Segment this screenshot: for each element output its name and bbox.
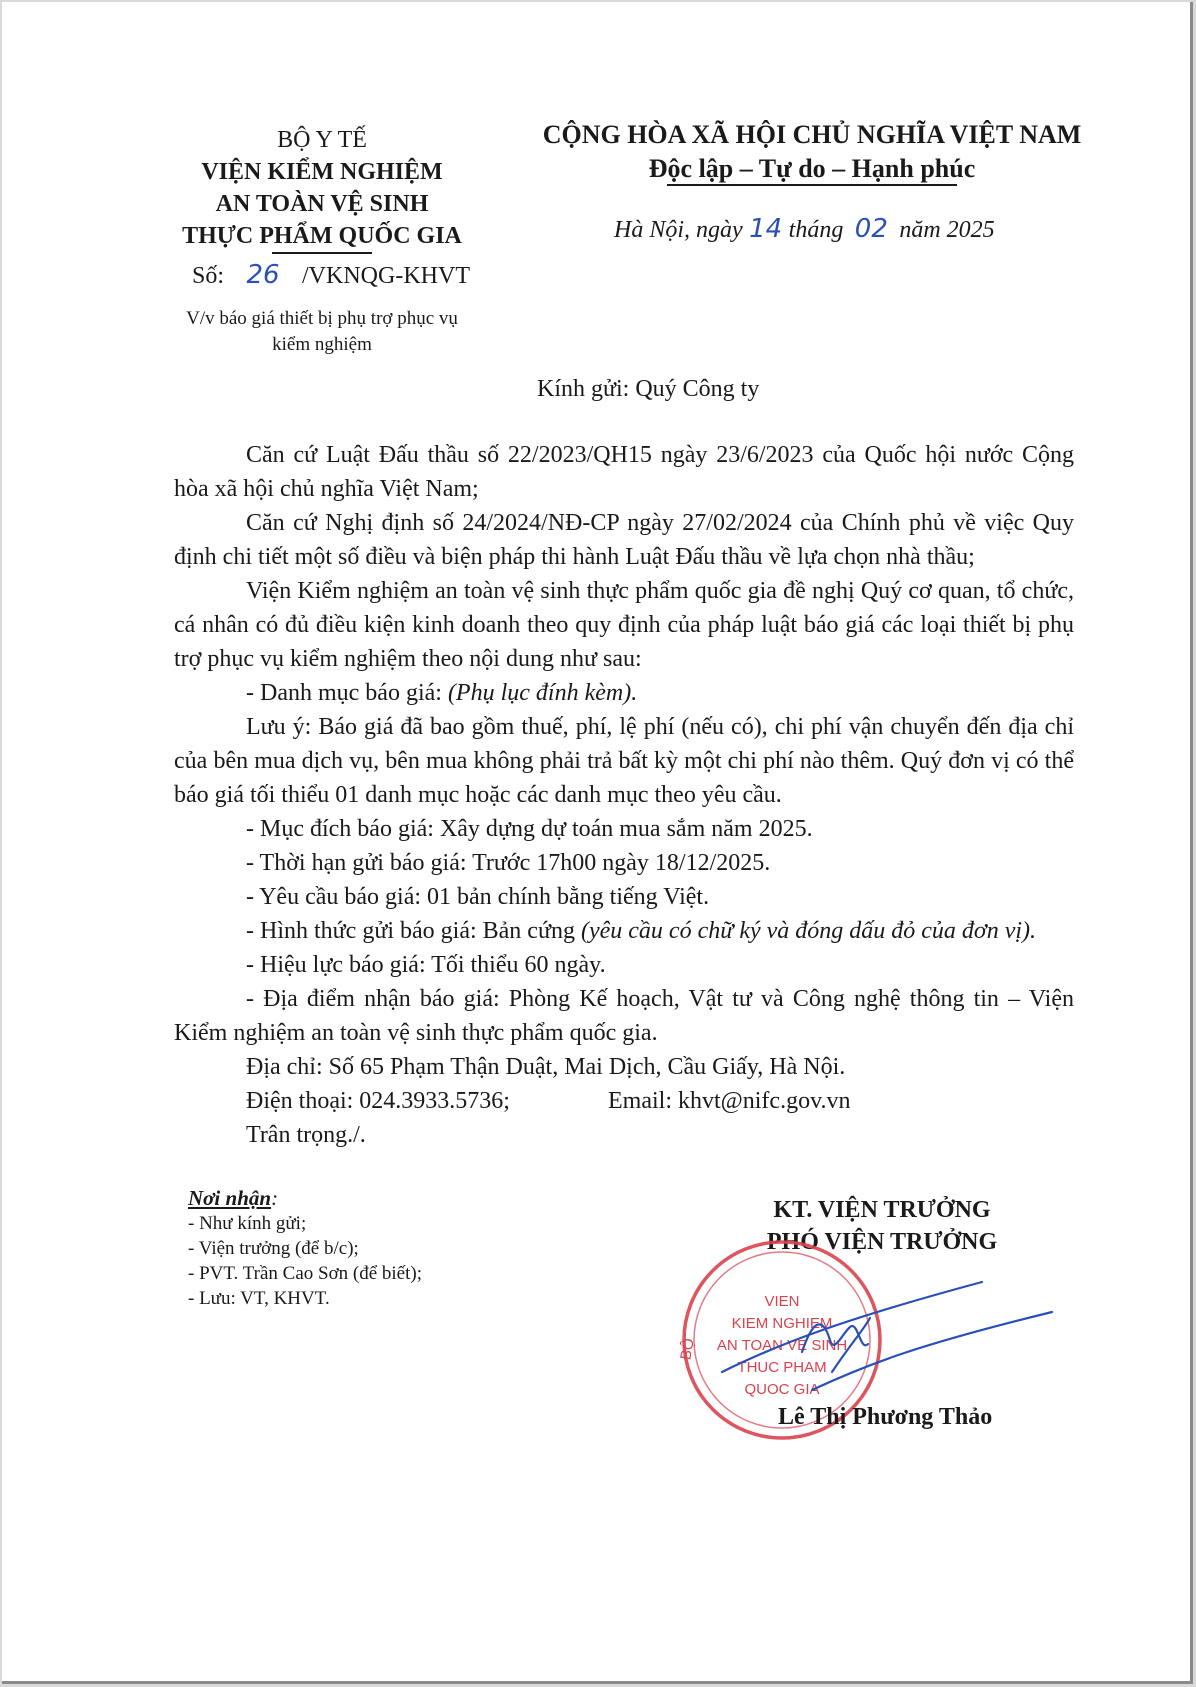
stamp-text: VIEN: [764, 1293, 800, 1310]
quote-list-value: (Phụ lục đính kèm).: [447, 680, 638, 706]
recipients-title: Nơi nhận: [188, 1186, 272, 1210]
request-paragraph: Viện Kiểm nghiệm an toàn vệ sinh thực phẩm quốc gia đề nghị Quý cơ quan, tổ chức, cá nhân có đủ điều kiện kinh doanh theo quy định của pháp luật báo giá các loại thiết bị phụ trợ phục vụ kiểm nghiệm theo nội dung như sau:: [174, 578, 1074, 672]
date-prefix: Hà Nội, ngày: [614, 217, 743, 243]
recipient-item: - PVT. Trần Cao Sơn (để biết);: [188, 1263, 422, 1284]
quote-list-line: [246, 676, 637, 710]
issuer-block: [152, 124, 492, 252]
number-suffix: /VKNQG-KHVT: [302, 263, 470, 289]
stamp-text: THUC PHAM: [737, 1359, 827, 1376]
issue-date: [614, 214, 995, 244]
legal-basis-law: Căn cứ Luật Đấu thầu số 22/2023/QH15 ngày 23/6/2023 của Quốc hội nước Cộng hòa xã hội chủ nghĩa Việt Nam;: [174, 442, 1074, 502]
recipient-item: - Như kính gửi;: [188, 1213, 307, 1234]
stamp-side-text: BỘ: [677, 1337, 698, 1362]
method-note: (yêu cầu có chữ ký và đóng dấu đỏ của đơn vị).: [580, 918, 1037, 944]
issuer-underline: [272, 252, 372, 254]
legal-basis-decree: Căn cứ Nghị định số 24/2024/NĐ-CP ngày 27/02/2024 của Chính phủ về việc Quy định chi tiết một số điều và biện pháp thi hành Luật Đấu thầu về lựa chọn nhà thầu;: [174, 510, 1074, 570]
national-header: [502, 118, 1122, 186]
motto-underline: [667, 184, 957, 186]
email-line: Email: khvt@nifc.gov.vn: [608, 1088, 851, 1114]
phone-line: Điện thoại: 024.3933.5736;: [246, 1088, 510, 1114]
address-line: Địa chỉ: Số 65 Phạm Thận Duật, Mai Dịch, Cầu Giấy, Hà Nội.: [246, 1054, 846, 1080]
institute-name-line2: AN TOÀN VỆ SINH: [215, 191, 429, 217]
subject-line1: V/v báo giá thiết bị phụ trợ phục vụ: [186, 308, 458, 329]
subject-line2: kiểm nghiệm: [272, 334, 372, 355]
date-day-handwritten: 14: [749, 214, 783, 244]
institute-name-line3: THỰC PHẨM QUỐC GIA: [182, 223, 462, 249]
validity-line: - Hiệu lực báo giá: Tối thiểu 60 ngày.: [246, 952, 606, 978]
national-motto: Độc lập – Tự do – Hạnh phúc: [648, 154, 976, 183]
signer-name: Lê Thị Phương Thảo: [778, 1404, 993, 1430]
date-month-handwritten: 02: [854, 214, 888, 244]
deadline-line: - Thời hạn gửi báo giá: Trước 17h00 ngày 18/12/2025.: [246, 850, 771, 876]
signature-title-line1: KT. VIỆN TRƯỞNG: [773, 1197, 991, 1223]
signature-title-line2: PHÓ VIỆN TRƯỞNG: [766, 1229, 998, 1255]
institute-name-line1: VIỆN KIỂM NGHIỆM: [201, 159, 443, 185]
method-label: - Hình thức gửi báo giá: Bản cứng: [246, 918, 575, 944]
subject-block: [152, 306, 492, 358]
location-paragraph: - Địa điểm nhận báo giá: Phòng Kế hoạch, Vật tư và Công nghệ thông tin – Viện Kiểm nghiệm an toàn vệ sinh thực phẩm quốc gia.: [174, 986, 1074, 1046]
document-number: [192, 260, 470, 290]
number-label: Số:: [192, 263, 225, 289]
salutation: Kính gửi: Quý Công ty: [537, 376, 760, 402]
closing-line: Trân trọng./.: [246, 1122, 366, 1148]
quote-list-label: - Danh mục báo giá:: [246, 680, 442, 706]
date-year: năm 2025: [899, 217, 995, 243]
purpose-line: - Mục đích báo giá: Xây dựng dự toán mua sắm năm 2025.: [246, 816, 813, 842]
number-handwritten: 26: [246, 260, 280, 290]
country-name: CỘNG HÒA XÃ HỘI CHỦ NGHĨA VIỆT NAM: [542, 120, 1082, 149]
stamp-text: KIEM NGHIEM: [731, 1315, 833, 1332]
recipient-item: - Lưu: VT, KHVT.: [188, 1288, 330, 1309]
note-paragraph: Lưu ý: Báo giá đã bao gồm thuế, phí, lệ phí (nếu có), chi phí vận chuyển đến địa chỉ của bên mua dịch vụ, bên mua không phải trả bất kỳ một chi phí nào thêm. Quý đơn vị có thể báo giá tối thiểu 01 danh mục hoặc các danh mục theo yêu cầu.: [174, 714, 1074, 808]
recipients-title-row: Nơi nhận:: [188, 1186, 279, 1210]
stamp-text: QUOC GIA: [744, 1381, 820, 1398]
document-page: [2, 2, 1193, 1684]
recipient-item: - Viện trưởng (để b/c);: [188, 1238, 359, 1259]
ministry-name: BỘ Y TẾ: [277, 127, 367, 153]
recipients-block: [188, 1186, 422, 1311]
stamp-text: AN TOAN VE SINH: [716, 1337, 848, 1354]
date-month-label: tháng: [788, 217, 844, 243]
requirement-line: - Yêu cầu báo giá: 01 bản chính bằng tiếng Việt.: [246, 884, 710, 910]
method-line: [246, 914, 1036, 948]
